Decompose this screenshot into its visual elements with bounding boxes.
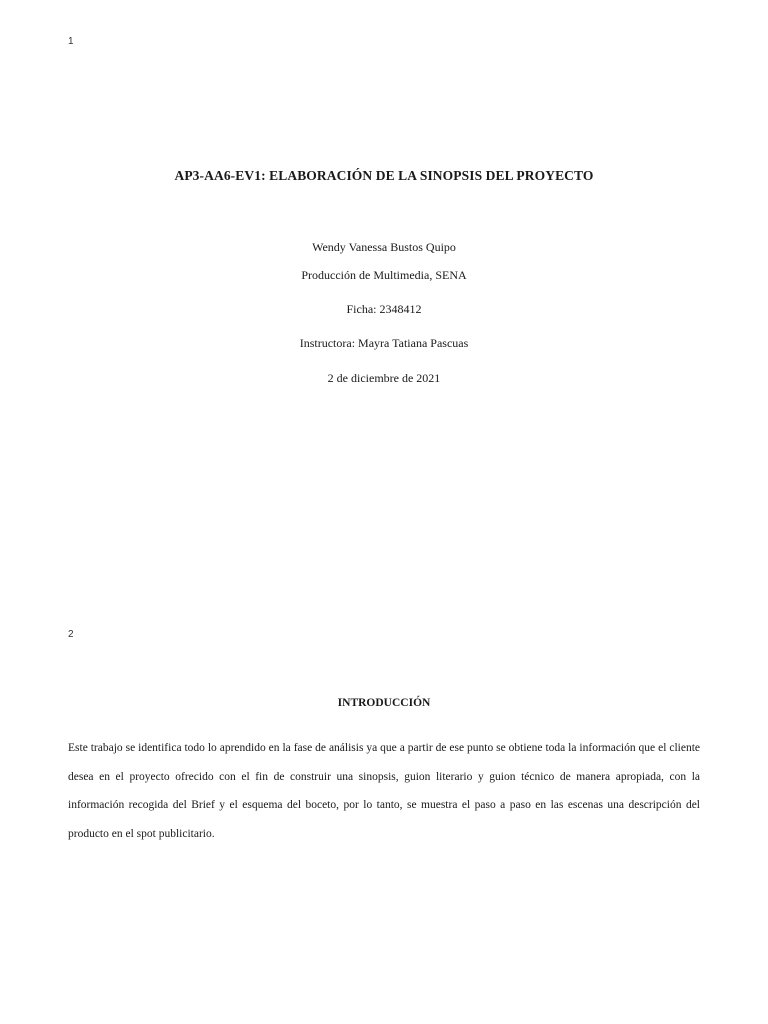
page-number: 2: [68, 629, 74, 640]
document-page-2: [0, 600, 768, 1024]
ficha-number: Ficha: 2348412: [346, 302, 422, 316]
program-name: Producción de Multimedia, SENA: [301, 268, 467, 282]
section-heading: INTRODUCCIÓN: [337, 697, 431, 709]
instructor-name: Instructora: Mayra Tatiana Pascuas: [299, 336, 469, 350]
document-title: AP3-AA6-EV1: ELABORACIÓN DE LA SINOPSIS DEL PROYECTO: [174, 168, 594, 183]
document-date: 2 de diciembre de 2021: [327, 371, 441, 385]
intro-paragraph: Este trabajo se identifica todo lo aprendido en la fase de análisis ya que a partir de ese punto se obtiene toda la información que el cliente desea en el proyecto ofrecido con el fin de construir una sinopsis, guion literario y guion técnico de manera apropiada, con la información recogida del Brief y el esquema del boceto, por lo tanto, se muestra el paso a paso en las escenas una descripción del producto en el spot publicitario.: [68, 742, 700, 840]
page-number: 1: [68, 36, 74, 47]
author-name: Wendy Vanessa Bustos Quipo: [312, 240, 456, 254]
